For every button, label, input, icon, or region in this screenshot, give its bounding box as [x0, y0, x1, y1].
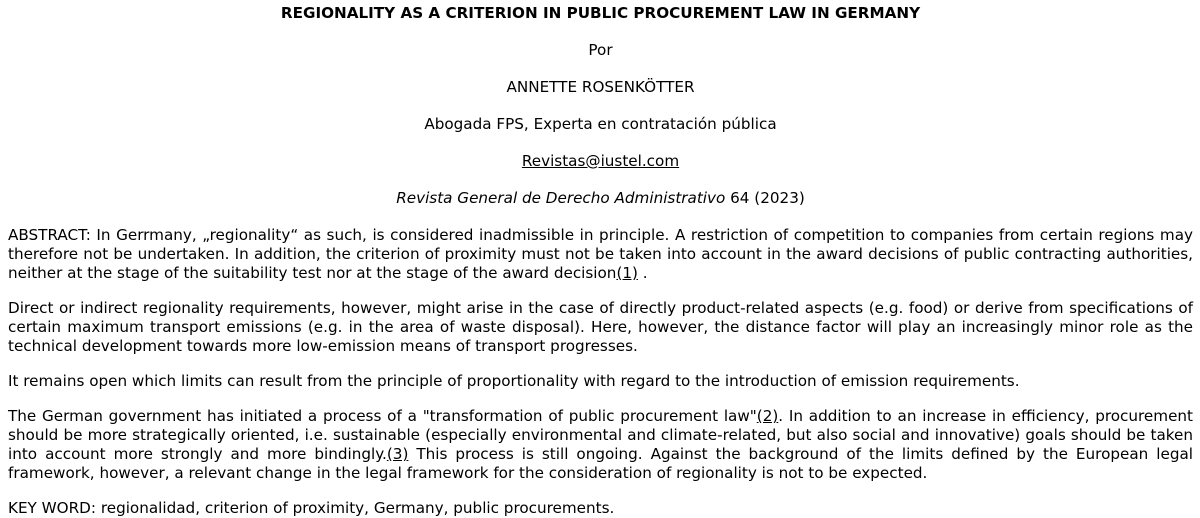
- email-link[interactable]: Revistas@iustel.com: [521, 152, 680, 170]
- abstract-paragraph: Direct or indirect regionality requirements, however, might arise in the case of directly product-related aspects (e.g. food) or derive from specifications of certain maximum transport emissions (e.g. in the area of waste disposal). Here, however, the distance factor will play an increasingly minor role as the technical development towards more low-emission means of transport progresses.: [8, 299, 1193, 355]
- journal-issue: 64 (2023): [730, 189, 805, 207]
- by-label: Por: [588, 41, 613, 59]
- keywords: KEY WORD: regionalidad, criterion of proximity, Germany, public procurements.: [8, 499, 615, 517]
- abstract-paragraph: [8, 226, 1193, 283]
- abstract-section: [8, 226, 1193, 518]
- paragraph-text: The German government has initiated a process of a "transformation of public procurement law": [8, 407, 757, 425]
- footnote-link-3[interactable]: (3): [386, 445, 409, 463]
- article-title: REGIONALITY AS A CRITERION IN PUBLIC PROCUREMENT LAW IN GERMANY: [280, 4, 921, 22]
- paragraph-text: .: [637, 264, 648, 282]
- paragraph-text: ABSTRACT: In Gerrmany, „regionality“ as such, is considered inadmissible in principle. A restriction of competition to companies from certain regions may therefore not be undertaken. In addition, the criterion of proximity must not be taken into account in the award decisions of public contracting authorities, neither at the stage of the suitability test nor at the stage of the award decision: [8, 226, 1193, 282]
- author-name: ANNETTE ROSENKÖTTER: [506, 78, 695, 96]
- paragraph-text: This process is still ongoing. Against the background of the limits defined by the European legal framework, however, a relevant change in the legal framework for the consideration of regionality is not to be expected.: [8, 445, 1193, 482]
- footnote-link-2[interactable]: (2): [756, 407, 779, 425]
- abstract-paragraph: It remains open which limits can result from the principle of proportionality with regard to the introduction of emission requirements.: [8, 372, 1020, 390]
- article-header: [8, 4, 1193, 208]
- author-affiliation: Abogada FPS, Experta en contratación pública: [424, 115, 777, 133]
- paragraph-text: . In addition to an increase in efficiency, procurement should be more strategically oriented, i.e. sustainable (especially environmental and climate-related, but also social and innovative) goals should be taken into account more strongly and more bindingly.: [8, 407, 1193, 463]
- journal-name: Revista General de Derecho Administrativo: [396, 189, 726, 207]
- email-line: [8, 152, 1193, 171]
- footnote-link-1[interactable]: (1): [616, 264, 638, 282]
- abstract-paragraph: [8, 407, 1193, 483]
- journal-citation: [8, 189, 1193, 208]
